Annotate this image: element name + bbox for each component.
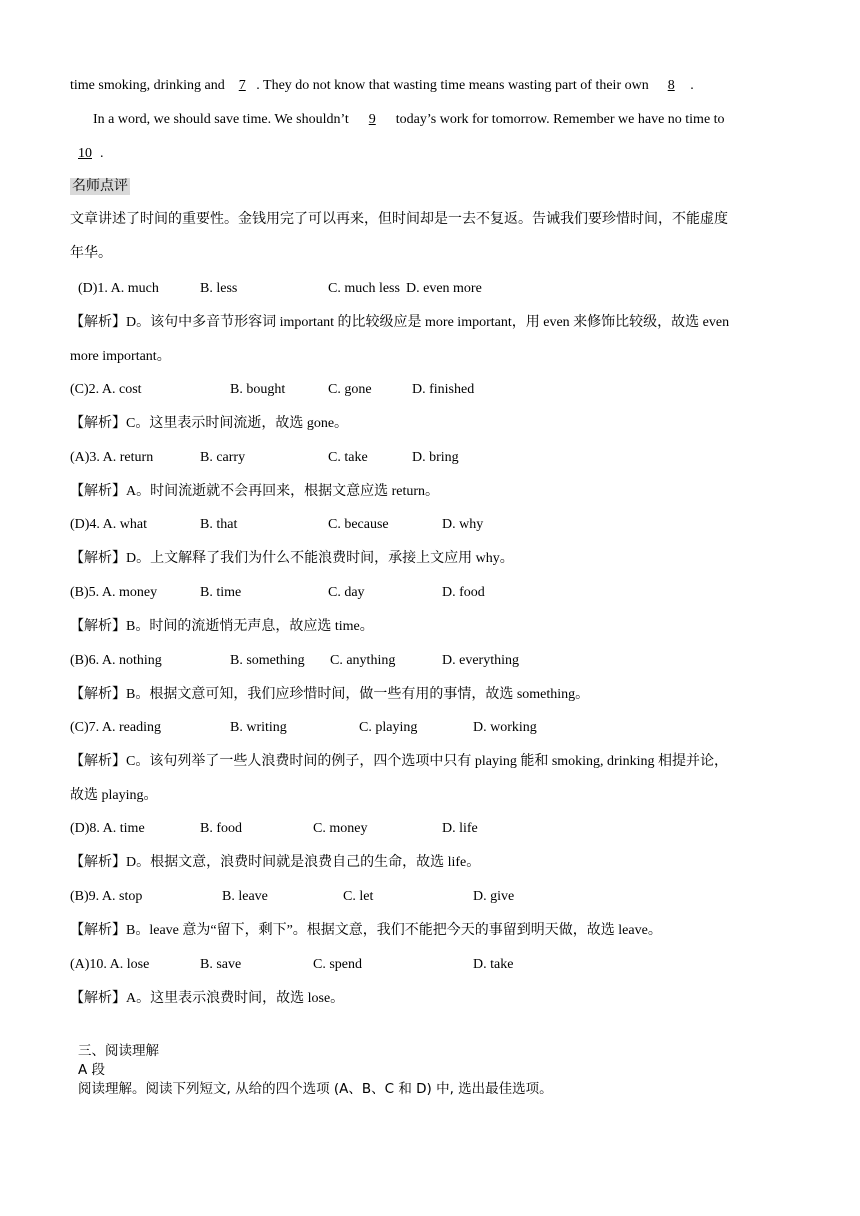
option-b: B. something <box>230 653 305 668</box>
option-d: D. why <box>442 517 484 532</box>
option-c: C. take <box>328 450 368 465</box>
question-number-option-a: (B)5. A. money <box>70 585 158 600</box>
option-b: B. that <box>200 517 238 532</box>
review-tag: 名师点评 <box>72 179 128 194</box>
passage-text: today’s work for tomorrow. Remember we have no time to <box>392 112 725 127</box>
option-d: D. take <box>473 957 514 972</box>
question-row <box>70 719 810 737</box>
question-number-option-a: (C)2. A. cost <box>70 382 142 397</box>
section-title: 三、阅读理解 <box>78 1043 159 1059</box>
blank-8: 8 <box>667 78 675 93</box>
question-row <box>70 584 810 602</box>
option-c: C. gone <box>328 382 372 397</box>
question-row <box>70 888 810 906</box>
review-summary-2: 年华。 <box>70 246 112 261</box>
option-d: D. food <box>442 585 485 600</box>
question-row <box>70 516 810 534</box>
question-number-option-a: (B)6. A. nothing <box>70 653 162 668</box>
question-number-option-a: (D)8. A. time <box>70 821 145 836</box>
blank-9: 9 <box>368 112 376 127</box>
question-number-option-a: (B)9. A. stop <box>70 889 143 904</box>
option-c: C. spend <box>313 957 362 972</box>
option-c: C. anything <box>330 653 396 668</box>
question-row <box>70 956 810 974</box>
question-number-option-a: (A)3. A. return <box>70 450 154 465</box>
question-number-option-a: (C)7. A. reading <box>70 720 161 735</box>
passage-text: . <box>690 78 694 93</box>
passage-text: . <box>100 146 104 161</box>
option-b: B. save <box>200 957 242 972</box>
option-c: C. day <box>328 585 365 600</box>
option-d: D. finished <box>412 382 475 397</box>
question-number-option-a: (A)10. A. lose <box>70 957 150 972</box>
option-c: C. playing <box>359 720 418 735</box>
explanation: 【解析】D。该句中多音节形容词 important 的比较级应是 more important，用 even 来修饰比较级，故选 even <box>70 315 730 330</box>
question-number-option-a: (D)1. A. much <box>78 281 159 296</box>
passage-text: In a word, we should save time. We shouldn’t <box>93 112 353 127</box>
explanation: 【解析】B。时间的流逝悄无声息，故应选 time。 <box>70 619 374 634</box>
explanation: 【解析】C。该句列举了一些人浪费时间的例子，四个选项中只有 playing 能和 smoking, drinking 相提并论， <box>70 754 728 769</box>
explanation: 【解析】D。上文解释了我们为什么不能浪费时间，承接上文应用 why。 <box>70 551 514 566</box>
option-c: C. because <box>328 517 389 532</box>
option-b: B. carry <box>200 450 246 465</box>
question-row <box>70 820 810 838</box>
question-row <box>70 280 810 298</box>
review-heading <box>70 178 130 196</box>
option-c: C. money <box>313 821 368 836</box>
option-d: D. give <box>473 889 515 904</box>
option-b: B. leave <box>222 889 268 904</box>
explanation: 【解析】A。这里表示浪费时间，故选 lose。 <box>70 991 345 1006</box>
explanation-continued: 故选 playing。 <box>70 788 158 803</box>
blank-10: 10 <box>78 146 92 161</box>
passage-line-2 <box>93 111 725 129</box>
option-c: C. much less <box>328 281 400 296</box>
question-number-option-a: (D)4. A. what <box>70 517 147 532</box>
explanation: 【解析】D。根据文意，浪费时间就是浪费自己的生命，故选 life。 <box>70 855 481 870</box>
passage-text: . They do not know that wasting time means wasting part of their own <box>256 78 653 93</box>
option-c: C. let <box>343 889 374 904</box>
option-b: B. time <box>200 585 242 600</box>
passage-line-3 <box>70 145 104 163</box>
option-d: D. even more <box>406 281 482 296</box>
blank-7: 7 <box>238 78 246 93</box>
passage-text: time smoking, drinking and <box>70 78 229 93</box>
explanation: 【解析】B。根据文意可知，我们应珍惜时间，做一些有用的事情，故选 something。 <box>70 687 590 702</box>
option-b: B. bought <box>230 382 286 397</box>
explanation: 【解析】B。leave 意为“留下，剩下”。根据文意，我们不能把今天的事留到明天做，故选 leave。 <box>70 923 662 938</box>
option-b: B. food <box>200 821 242 836</box>
option-d: D. life <box>442 821 478 836</box>
explanation-continued: more important。 <box>70 349 171 364</box>
option-d: D. bring <box>412 450 459 465</box>
question-row <box>70 381 810 399</box>
section-subtitle: A 段 <box>78 1062 106 1078</box>
question-row <box>70 449 810 467</box>
section-instruction: 阅读理解。阅读下列短文, 从给的四个选项 (A、B、C 和 D) 中, 选出最佳选项。 <box>78 1081 553 1097</box>
passage-line-1 <box>70 77 694 95</box>
explanation: 【解析】A。时间流逝就不会再回来，根据文意应选 return。 <box>70 484 440 499</box>
question-row <box>70 652 810 670</box>
review-summary-1: 文章讲述了时间的重要性。金钱用完了可以再来，但时间却是一去不复返。告诫我们要珍惜时间，不能虚度 <box>70 212 728 227</box>
option-d: D. everything <box>442 653 519 668</box>
option-b: B. writing <box>230 720 287 735</box>
option-d: D. working <box>473 720 537 735</box>
explanation: 【解析】C。这里表示时间流逝，故选 gone。 <box>70 416 349 431</box>
option-b: B. less <box>200 281 238 296</box>
